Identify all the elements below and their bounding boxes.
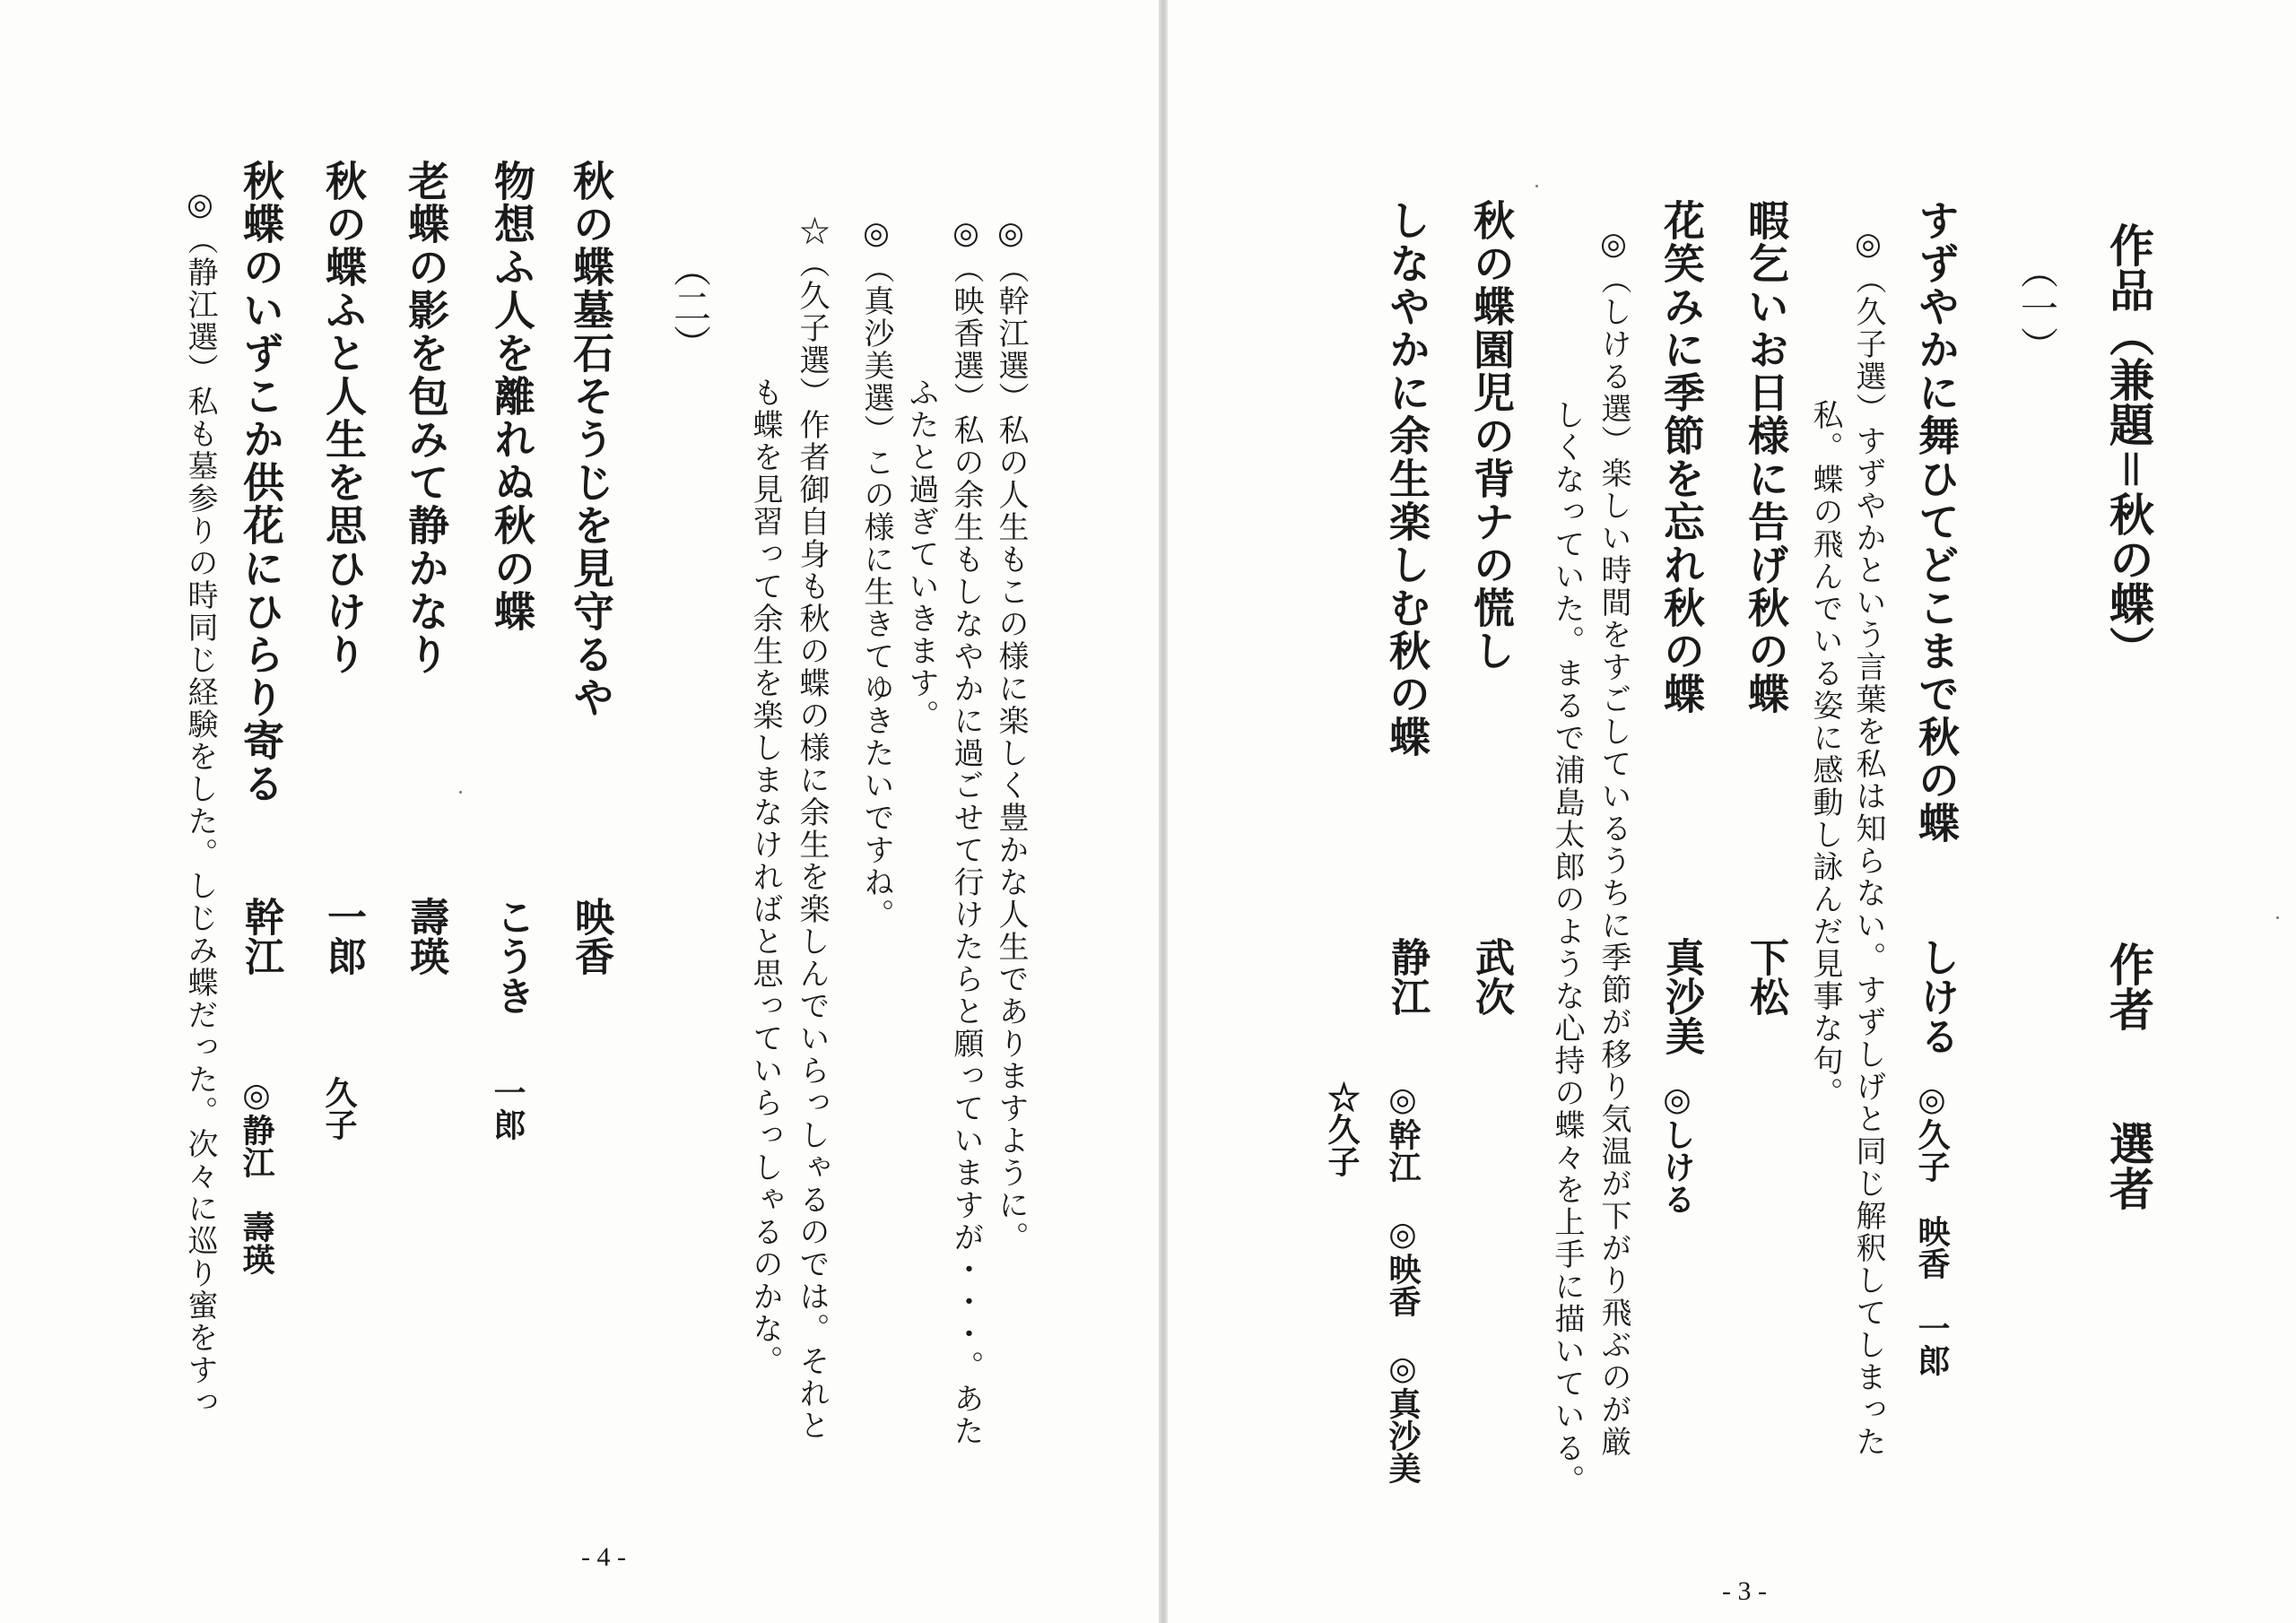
extra-selector: ☆久子 xyxy=(1323,1081,1361,1177)
scan-speck xyxy=(1535,185,1538,187)
haiku-author: 壽瑛 xyxy=(403,897,448,976)
page-gutter xyxy=(1159,0,1168,1623)
comment-line: ◎（久子選）すずやかという言葉を私は知らない。すずしげと同じ解釈してしまった xyxy=(1850,226,1886,1458)
haiku-selectors: 久子 xyxy=(320,1076,358,1141)
scan-speck xyxy=(459,791,462,794)
section-heading-1: （一） xyxy=(2015,251,2059,364)
haiku-text: しなやかに余生楽しむ秋の蝶 xyxy=(1383,199,1431,759)
haiku-text: 秋の蝶墓石そうじを見守るや xyxy=(567,160,615,719)
haiku-author: しける xyxy=(1913,937,1959,1055)
haiku-selectors: ◎しける xyxy=(1658,1081,1696,1215)
comment-line: しくなっていた。まるで浦島太郎のような心持の蝶々を上手に描いている。 xyxy=(1549,399,1585,1497)
comment-line: ◎（しける選）楽しい時間をすごしているうちに季節が移り気温が下がり飛ぶのが厳 xyxy=(1596,226,1631,1458)
comment-line: ◎（静江選）私も墓参りの時同じ経験をした。しじみ蝶だった。次々に巡り蜜をすっ xyxy=(182,187,218,1419)
comment-line: ☆（久子選）作者御自身も秋の蝶の様に余生を楽しんでいらっしゃるのでは。それと xyxy=(794,215,830,1442)
selector-column-label: 選者 xyxy=(2102,1121,2155,1211)
comment-line: ふたと過ぎていきます。 xyxy=(903,377,939,732)
author-column-label: 作者 xyxy=(2102,942,2155,1031)
haiku-author: 武次 xyxy=(1468,937,1514,1016)
comment-line: ◎（幹江選）私の人生もこの様に楽しく豊かな人生でありますように。 xyxy=(993,215,1029,1254)
haiku-text: 物想ふ人を離れぬ秋の蝶 xyxy=(488,160,536,633)
haiku-text: 暇乞いお日様に告げ秋の蝶 xyxy=(1742,199,1790,716)
haiku-text: 秋の蝶ふと人生を思ひけり xyxy=(319,160,368,676)
haiku-selectors: ◎久子 映香 一郎 xyxy=(1913,1081,1951,1376)
page-title: 作品（兼題＝秋の蝶） xyxy=(2102,222,2155,671)
comment-line: も蝶を見習って余生を楽しまなければと思っていらっしゃるのかな。 xyxy=(747,377,783,1377)
page-number: - 4 - xyxy=(581,1542,626,1572)
comment-line: ◎（真沙美選）この様に生きてゆきたいですね。 xyxy=(858,215,894,931)
haiku-text: 秋蝶のいずこか供花にひらり寄る xyxy=(237,160,285,805)
haiku-selectors: ◎静江 壽瑛 xyxy=(238,1076,275,1275)
page-number: - 3 - xyxy=(1722,1576,1767,1606)
scan-speck xyxy=(2276,916,2279,919)
haiku-text: 老蝶の影を包みて静かなり xyxy=(402,160,450,676)
haiku-author: 下松 xyxy=(1743,937,1788,1016)
haiku-selectors: ◎幹江 ◎映香 ◎真沙美 xyxy=(1384,1081,1422,1484)
haiku-author: 一郎 xyxy=(320,897,366,976)
haiku-text: 秋の蝶園児の背ナの慌し xyxy=(1467,199,1516,673)
haiku-author: こうき xyxy=(489,897,535,1015)
haiku-selectors: 一郎 xyxy=(489,1076,526,1141)
haiku-author: 映香 xyxy=(568,897,613,976)
haiku-text: すずやかに舞ひてどこまで秋の蝶 xyxy=(1912,199,1961,845)
comment-line: 私。蝶の飛んでいる姿に感動し詠んだ見事な句。 xyxy=(1807,399,1843,1109)
haiku-author: 幹江 xyxy=(238,897,283,976)
haiku-author: 真沙美 xyxy=(1658,937,1704,1055)
haiku-text: 花笑みに季節を忘れ秋の蝶 xyxy=(1657,199,1706,716)
comment-line: ◎（映香選）私の余生もしなやかに過ごせて行けたらと願っていますが・・・。あた xyxy=(948,215,984,1447)
section-heading-2: （二） xyxy=(668,249,712,362)
haiku-author: 静江 xyxy=(1384,937,1430,1016)
